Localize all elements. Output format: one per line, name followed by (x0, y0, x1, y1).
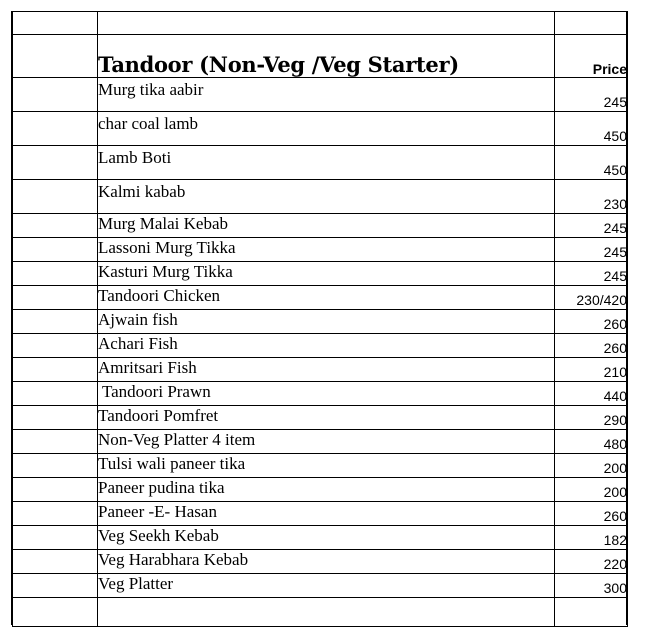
empty-cell (13, 286, 98, 310)
item-name: Murg Malai Kebab (98, 214, 555, 238)
item-price: 260 (555, 310, 628, 334)
item-name: Non-Veg Platter 4 item (98, 430, 555, 454)
menu-item-row (13, 112, 628, 146)
empty-cell (13, 238, 98, 262)
empty-cell (13, 78, 98, 112)
empty-cell (13, 358, 98, 382)
empty-cell (13, 430, 98, 454)
menu-item-row (13, 550, 628, 574)
menu-item-row (13, 478, 628, 502)
item-price: 290 (555, 406, 628, 430)
item-name: Achari Fish (98, 334, 555, 358)
item-name: Tandoori Chicken (98, 286, 555, 310)
menu-item-row (13, 214, 628, 238)
item-price: 260 (555, 334, 628, 358)
item-name: Amritsari Fish (98, 358, 555, 382)
item-price: 300 (555, 574, 628, 598)
item-price: 182 (555, 526, 628, 550)
menu-item-row (13, 406, 628, 430)
empty-cell (13, 146, 98, 180)
empty-cell (13, 478, 98, 502)
empty-cell (13, 406, 98, 430)
item-price: 260 (555, 502, 628, 526)
empty-cell (13, 598, 98, 627)
item-name: Kasturi Murg Tikka (98, 262, 555, 286)
menu-item-row (13, 310, 628, 334)
empty-cell (13, 550, 98, 574)
menu-table (12, 11, 628, 627)
item-price: 200 (555, 478, 628, 502)
item-name: Ajwain fish (98, 310, 555, 334)
menu-item-row (13, 334, 628, 358)
item-name: Lassoni Murg Tikka (98, 238, 555, 262)
empty-cell (13, 35, 98, 78)
empty-cell (13, 382, 98, 406)
empty-cell (13, 262, 98, 286)
item-name: char coal lamb (98, 112, 555, 146)
empty-cell (13, 502, 98, 526)
item-price: 230 (555, 180, 628, 214)
item-price: 450 (555, 146, 628, 180)
item-name: Veg Seekh Kebab (98, 526, 555, 550)
menu-sheet (11, 11, 627, 625)
item-price: 245 (555, 78, 628, 112)
item-price: 245 (555, 238, 628, 262)
item-name: Murg tika aabir (98, 78, 555, 112)
menu-item-row (13, 430, 628, 454)
item-name: Paneer -E- Hasan (98, 502, 555, 526)
empty-cell (13, 454, 98, 478)
item-price: 245 (555, 214, 628, 238)
menu-item-row (13, 146, 628, 180)
menu-item-row (13, 502, 628, 526)
price-column-header: Price (555, 35, 628, 78)
empty-cell (555, 598, 628, 627)
item-price: 200 (555, 454, 628, 478)
empty-cell (13, 334, 98, 358)
item-price: 480 (555, 430, 628, 454)
item-name: Veg Platter (98, 574, 555, 598)
empty-cell (13, 214, 98, 238)
item-name: Kalmi kabab (98, 180, 555, 214)
item-name: Lamb Boti (98, 146, 555, 180)
empty-cell (13, 310, 98, 334)
item-name: Tulsi wali paneer tika (98, 454, 555, 478)
item-name: Veg Harabhara Kebab (98, 550, 555, 574)
menu-item-row (13, 358, 628, 382)
menu-item-row (13, 454, 628, 478)
empty-cell (13, 574, 98, 598)
menu-item-row (13, 78, 628, 112)
item-price: 220 (555, 550, 628, 574)
empty-bottom-row (13, 598, 628, 627)
empty-cell (13, 526, 98, 550)
item-price: 210 (555, 358, 628, 382)
empty-cell (13, 112, 98, 146)
menu-item-row (13, 286, 628, 310)
item-name: Tandoori Pomfret (98, 406, 555, 430)
menu-item-row (13, 382, 628, 406)
menu-item-row (13, 526, 628, 550)
empty-top-row (13, 12, 628, 35)
empty-cell (13, 12, 98, 35)
section-header-row (13, 35, 628, 78)
menu-item-row (13, 262, 628, 286)
menu-item-row (13, 238, 628, 262)
item-price: 245 (555, 262, 628, 286)
item-price: 230/420 (555, 286, 628, 310)
menu-item-row (13, 574, 628, 598)
section-title: Tandoor (Non-Veg /Veg Starter) (98, 35, 555, 78)
item-price: 440 (555, 382, 628, 406)
empty-cell (98, 598, 555, 627)
menu-item-row (13, 180, 628, 214)
item-name: Paneer pudina tika (98, 478, 555, 502)
item-name: Tandoori Prawn (98, 382, 555, 406)
item-price: 450 (555, 112, 628, 146)
empty-cell (555, 12, 628, 35)
empty-cell (13, 180, 98, 214)
empty-cell (98, 12, 555, 35)
